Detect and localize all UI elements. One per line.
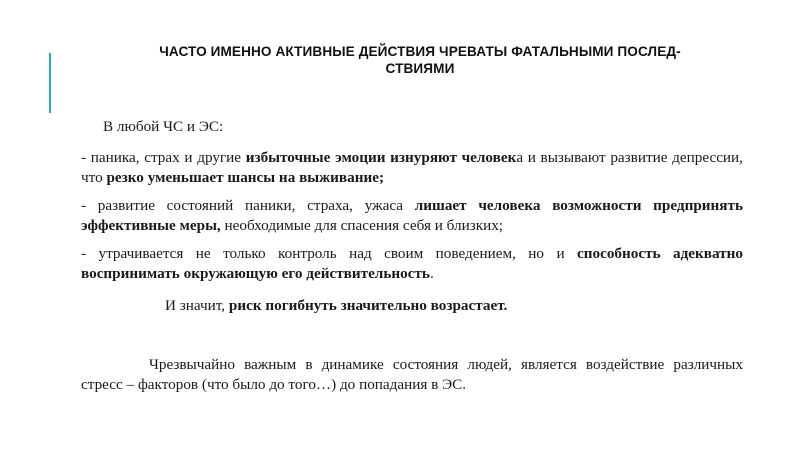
bullet-item-2-text-b: необходимые для спасения себя и близких; — [220, 217, 504, 234]
bullet-item-1-bold-b: резко уменьшает шансы на выживание; — [106, 169, 384, 186]
slide-title-line-2: СТВИЯМИ — [385, 61, 455, 76]
slide-title — [100, 43, 740, 77]
bullet-item-3 — [81, 244, 743, 284]
bullet-item-1-text-a: - паника, страх и другие — [81, 149, 246, 166]
conclusion-bold: риск погибнуть значительно возрастает. — [228, 297, 508, 314]
conclusion-text — [165, 296, 725, 316]
bullet-item-1 — [81, 148, 743, 188]
bullet-item-2-text-a: - развитие состояний паники, страха, ужаса — [81, 197, 415, 214]
bullet-item-2 — [81, 196, 743, 236]
bullet-item-1-bold-a: избыточные эмоции изнуряют человек — [245, 149, 517, 166]
bullet-item-3-text-a: - утрачивается не только контроль над своим поведением, но и — [81, 245, 577, 262]
intro-text: В любой ЧС и ЭС: — [103, 118, 224, 135]
accent-bar — [49, 53, 51, 113]
bullet-item-3-text-b: . — [429, 265, 434, 282]
bullet-item-3-bold: способность адекватно воспринимать окружающую его действительность — [81, 245, 743, 282]
final-paragraph: Чрезвычайно важным в динамике состояния людей, является воздействие различных стресс – факторов (что было до того…) до попадания в ЭС. — [81, 356, 743, 393]
bullet-item-1-text-b: а и вызывают развитие депрессии, что — [81, 149, 743, 186]
bullet-item-2-bold: лишает человека возможности предпринять эффективные меры, — [81, 197, 744, 234]
slide-title-line-1: ЧАСТО ИМЕННО АКТИВНЫЕ ДЕЙСТВИЯ ЧРЕВАТЫ ФАТАЛЬНЫМИ ПОСЛЕД- — [159, 44, 681, 59]
conclusion-prefix: И значит, — [165, 297, 229, 314]
